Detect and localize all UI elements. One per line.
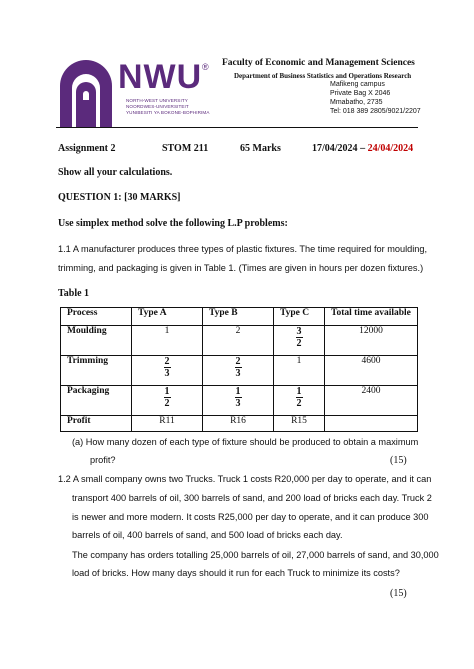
table-header-cell: Type A	[132, 308, 203, 326]
assignment-dates	[312, 143, 413, 154]
q1-1a-marks: (15)	[390, 455, 407, 466]
process-name: Packaging	[61, 386, 132, 416]
address-line: Mmabatho, 2735	[330, 99, 383, 106]
type-b-cell: 2	[203, 326, 274, 356]
question-intro: Use simplex method solve the following L.P problems:	[58, 218, 288, 229]
date-start: 17/04/2024	[312, 143, 358, 154]
table-header-cell: Type B	[203, 308, 274, 326]
table-row	[61, 386, 418, 416]
address-line: Mafikeng campus	[330, 81, 385, 88]
process-name: Trimming	[61, 356, 132, 386]
type-c-cell: 1	[274, 356, 325, 386]
table-row	[61, 326, 418, 356]
logo-subline: NORTH-WEST UNIVERSITY	[126, 98, 188, 103]
assignment-title: Assignment 2	[58, 143, 116, 154]
fraction: $\frac{3}{2}$	[296, 326, 302, 349]
q1-1a-line: profit?	[90, 455, 116, 465]
nwu-emblem-icon	[56, 52, 116, 134]
total-cell: 12000	[325, 326, 418, 356]
process-name: Moulding	[61, 326, 132, 356]
process-table	[60, 307, 418, 432]
total-cell: 2400	[325, 386, 418, 416]
process-name: Profit	[61, 416, 132, 432]
logo-subline: NOORDWES-UNIVERSITEIT	[126, 104, 189, 109]
department-name: Department of Business Statistics and Operations Research	[234, 72, 412, 80]
table-header-row	[61, 308, 418, 326]
q1-2-line: is newer and more modern. It costs R25,000 per day to operate, and it can produce 300	[72, 512, 429, 522]
q1-1-line: trimming, and packaging is given in Table 1. (Times are given in hours per dozen fixtures.)	[58, 263, 424, 273]
fraction: $\frac{1}{2}$	[164, 386, 170, 409]
type-c-cell	[274, 386, 325, 416]
header-divider	[56, 127, 418, 128]
fraction: $\frac{2}{3}$	[164, 356, 170, 379]
type-a-cell: 1	[132, 326, 203, 356]
q1-1a-line: (a) How many dozen of each type of fixture should be produced to obtain a maximum	[72, 437, 419, 447]
q1-2-line: transport 400 barrels of oil, 300 barrels of sand, and 200 load of bricks each day. Truck 2	[72, 493, 432, 503]
address-line: Tel: 018 389 2805/9021/2207	[330, 108, 421, 115]
table-caption: Table 1	[58, 288, 90, 299]
fraction: $\frac{2}{3}$	[235, 356, 241, 379]
address-line: Private Bag X 2046	[330, 90, 391, 97]
logo-registered-mark: ®	[202, 62, 209, 72]
faculty-name: Faculty of Economic and Management Sciences	[222, 58, 415, 68]
module-code: STOM 211	[162, 143, 209, 154]
nwu-logo	[56, 52, 216, 134]
type-a-cell	[132, 386, 203, 416]
q1-2-line: 1.2 A small company owns two Trucks. Truck 1 costs R20,000 per day to operate, and it can	[58, 474, 432, 484]
type-b-cell: R16	[203, 416, 274, 432]
table-row	[61, 356, 418, 386]
instructions: Show all your calculations.	[58, 167, 173, 178]
logo-subline: YUNIBESITI YA BOKONE-BOPHIRIMA	[126, 110, 210, 115]
table-header-cell: Type C	[274, 308, 325, 326]
q1-2-line: barrels of oil, 400 barrels of sand, and 500 load of bricks each day.	[72, 530, 343, 540]
total-cell	[325, 416, 418, 432]
table-header-cell: Total time available	[325, 308, 418, 326]
type-b-cell	[203, 386, 274, 416]
type-a-cell	[132, 356, 203, 386]
table-header-cell: Process	[61, 308, 132, 326]
type-b-cell	[203, 356, 274, 386]
fraction: $\frac{1}{2}$	[296, 386, 302, 409]
q1-2-line: The company has orders totalling 25,000 barrels of oil, 27,000 barrels of sand, and 30,000	[72, 550, 439, 560]
type-c-cell	[274, 326, 325, 356]
total-marks: 65 Marks	[240, 143, 281, 154]
q1-2-line: load of bricks. How many days should it run for each Truck to minimize its costs?	[72, 568, 400, 578]
fraction: $\frac{1}{3}$	[235, 386, 241, 409]
date-end: 24/04/2024	[367, 143, 414, 154]
type-c-cell: R15	[274, 416, 325, 432]
q1-1-line: 1.1 A manufacturer produces three types of plastic fixtures. The time required for moulding,	[58, 244, 428, 254]
q1-2-marks: (15)	[390, 588, 407, 599]
logo-wordmark: NWU	[118, 58, 203, 96]
date-separator: –	[357, 143, 368, 154]
table-row	[61, 416, 418, 432]
type-a-cell: R11	[132, 416, 203, 432]
question-heading: QUESTION 1: [30 MARKS]	[58, 192, 181, 203]
total-cell: 4600	[325, 356, 418, 386]
